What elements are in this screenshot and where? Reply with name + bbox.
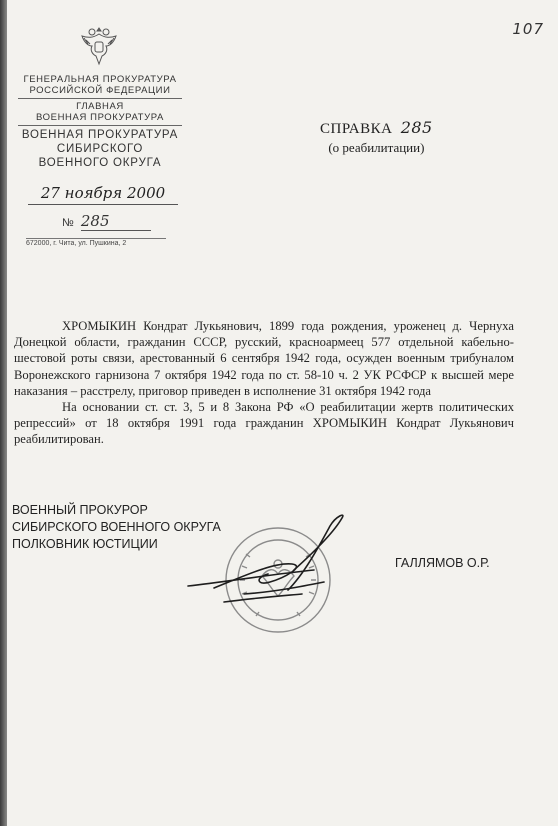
number-label: № xyxy=(62,217,74,229)
signer-name: ГАЛЛЯМОВ О.Р. xyxy=(395,556,490,570)
scan-edge xyxy=(0,0,7,826)
document-subtitle: (о реабилитации) xyxy=(328,140,425,155)
number-value: 285 xyxy=(81,212,151,231)
document-date: 27 ноября 2000 xyxy=(28,184,178,205)
signer-title-line2: СИБИРСКОГО ВОЕННОГО ОКРУГА xyxy=(12,520,221,534)
document-title: СПРАВКА xyxy=(320,121,393,137)
letterhead-org2-line1: ГЛАВНАЯ xyxy=(76,101,124,112)
double-headed-eagle-icon xyxy=(78,24,120,68)
handwritten-signature xyxy=(184,512,354,612)
document-heading xyxy=(320,118,433,156)
letterhead-org1-line2: РОССИЙСКОЙ ФЕДЕРАЦИИ xyxy=(29,85,171,96)
body-paragraph-2: На основании ст. ст. 3, 5 и 8 Закона РФ «О реабилитации жертв политических репрессий» от 18 октября 1991 года гражданин ХРОМЫКИН Кондрат Лукьянович реабилитирован. xyxy=(14,400,514,447)
letterhead-org3-line3: ВОЕННОГО ОКРУГА xyxy=(38,157,162,169)
outgoing-number xyxy=(62,212,162,231)
divider xyxy=(18,125,182,126)
document-number: 285 xyxy=(400,118,433,137)
letterhead-org2-line2: ВОЕННАЯ ПРОКУРАТУРА xyxy=(36,112,164,123)
letterhead xyxy=(10,74,190,170)
signer-title-line3: ПОЛКОВНИК ЮСТИЦИИ xyxy=(12,537,158,551)
document-body xyxy=(14,318,514,448)
letterhead-org1-line1: ГЕНЕРАЛЬНАЯ ПРОКУРАТУРА xyxy=(23,74,177,85)
document-title-row xyxy=(320,118,433,138)
letterhead-org3-line2: СИБИРСКОГО xyxy=(56,143,144,155)
page-number: 107 xyxy=(512,20,544,38)
letterhead-address: 672000, г. Чита, ул. Пушкина, 2 xyxy=(26,238,166,247)
divider xyxy=(18,98,182,99)
letterhead-org3-line1: ВОЕННАЯ ПРОКУРАТУРА xyxy=(21,129,179,141)
signer-title-line1: ВОЕННЫЙ ПРОКУРОР xyxy=(12,503,148,517)
body-paragraph-1: ХРОМЫКИН Кондрат Лукьянович, 1899 года рождения, уроженец д. Чернуха Донецкой области, гражданин СССР, русский, красноармеец 577 отдельной кабельно-шестовой роты связи, арестованный 6 сентября 1942 года, осужден военным трибуналом Воронежского гарнизона 7 октября 1942 года по ст. 58-10 ч. 2 УК РСФСР к высшей мере наказания – расстрелу, приговор приведен в исполнение 31 октября 1942 года xyxy=(14,319,514,398)
